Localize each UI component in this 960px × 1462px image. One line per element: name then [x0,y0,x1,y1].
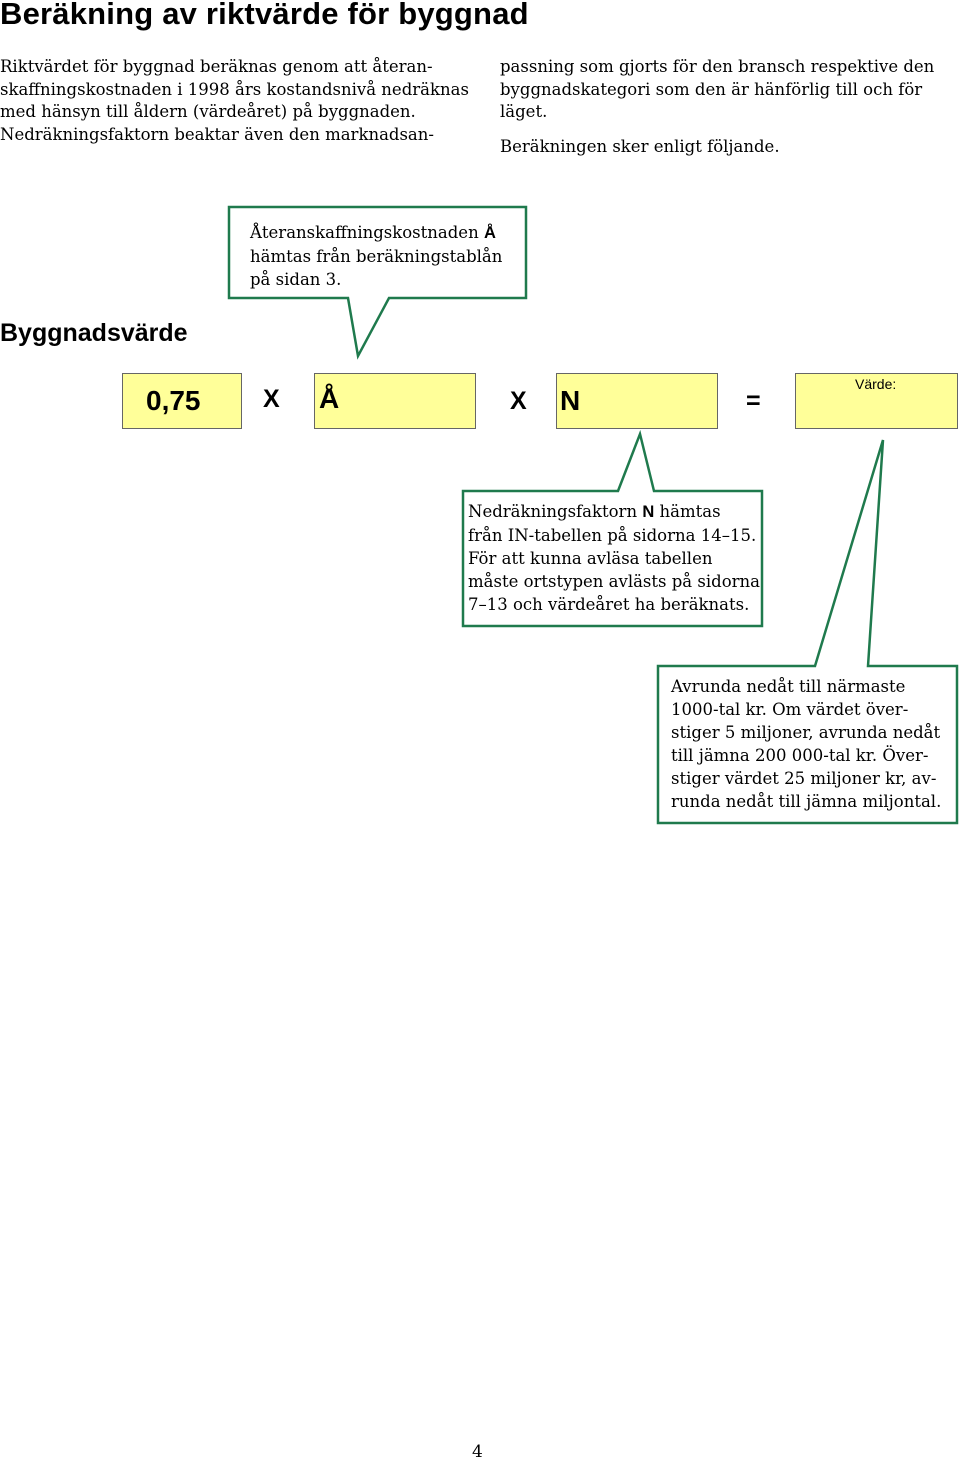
value-box[interactable] [795,373,958,429]
callout-top-line2: hämtas från beräkningstablån [250,247,503,266]
a-symbol: Å [483,224,496,242]
callout-value-line: 1000-tal kr. Om värdet över- [671,700,909,719]
callout-value-line: stiger 5 miljoner, avrunda nedåt [671,723,941,742]
intro-line: passning som gjorts för den bransch respektive den [500,57,935,76]
n-label: N [560,385,581,416]
factor-value: 0,75 [146,385,201,416]
intro-line: skaffningskostnaden i 1998 års kostandsnivå nedräknas [0,79,469,99]
callout-n-line1-pre: Nedräkningsfaktorn [468,502,643,521]
n-symbol: N [642,503,655,521]
intro-line: Nedräkningsfaktorn beaktar även den marknadsan- [0,124,434,144]
callout-value-text [671,675,941,813]
a-input-box[interactable] [314,373,476,429]
callout-n-line1-post: hämtas [654,502,721,521]
section-title: Byggnadsvärde [0,319,188,347]
callout-value-line: till jämna 200 000-tal kr. Över- [671,746,929,765]
callout-n-line4: måste ortstypen avlästs på sidorna [468,572,760,591]
page-number: 4 [472,1442,483,1462]
intro-column-2-paragraph-2: Beräkningen sker enligt följande. [500,137,780,156]
value-label: Värde: [855,376,897,392]
multiply-sign-2: X [510,387,527,415]
callout-value-line: stiger värdet 25 miljoner kr, av- [671,769,937,788]
equals-sign: = [746,387,761,415]
callout-n-line5: 7–13 och värdeåret ha beräknats. [468,595,750,614]
intro-line: byggnadskategori som den är hänförlig till och för [500,79,923,99]
factor-box [122,373,242,429]
callout-top-line1: Återanskaffningskostnaden [250,223,484,242]
callout-n-text [468,500,760,616]
page-title: Beräkning av riktvärde för byggnad [0,0,529,31]
callout-value-line: runda nedåt till jämna miljontal. [671,792,942,811]
intro-line: med hänsyn till åldern (värdeåret) på byggnaden. [0,102,416,121]
callout-top-text [250,221,502,291]
callout-n-line3: För att kunna avläsa tabellen [468,549,713,568]
callout-top-line3: på sidan 3. [250,270,342,289]
a-label: Å [319,383,340,414]
intro-line: Riktvärdet för byggnad beräknas genom att återan- [0,57,433,76]
callout-value-line: Avrunda nedåt till närmaste [671,677,906,696]
n-input-box[interactable] [556,373,718,429]
multiply-sign-1: X [263,385,280,413]
intro-line: läget. [500,102,548,121]
callout-n-line2: från IN-tabellen på sidorna 14–15. [468,526,757,545]
